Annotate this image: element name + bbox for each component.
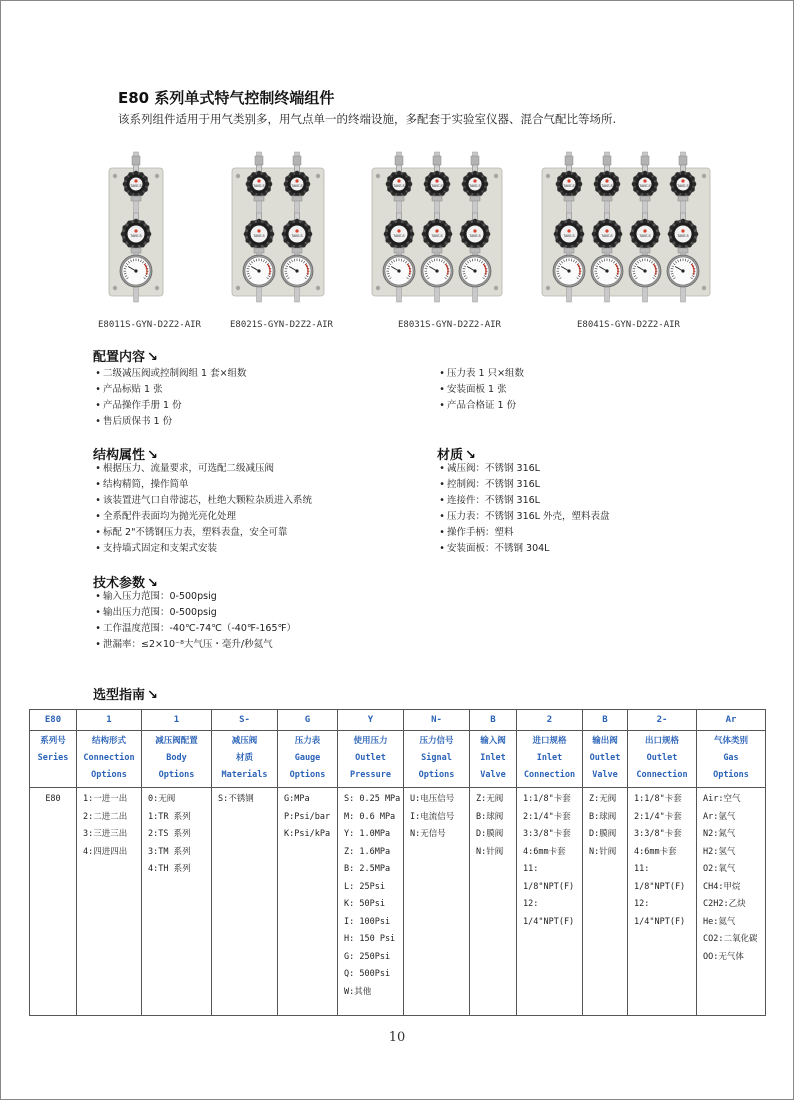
- option-line: 1/4"NPT(F): [634, 916, 686, 927]
- pressure-gauge: [629, 255, 661, 287]
- bullet-icon: •: [95, 527, 101, 538]
- screw-hole: [113, 174, 117, 178]
- config-item-text: 安装面板 1 张: [447, 384, 507, 395]
- option-line: 2:TS 系列: [148, 829, 191, 839]
- config-item-text: 压力表 1 只×组数: [447, 368, 525, 379]
- bullet-icon: •: [95, 400, 101, 411]
- product-image-1: [107, 150, 165, 308]
- option-line: 3:3/8"卡套: [523, 829, 571, 839]
- tech-item: [93, 605, 296, 621]
- bullet-icon: •: [95, 368, 101, 379]
- header-cell: [142, 731, 212, 788]
- screw-hole: [376, 286, 380, 290]
- screw-hole: [155, 286, 159, 290]
- option-line: N:针阀: [589, 846, 617, 857]
- option-line: 4:6mm卡套: [634, 846, 677, 857]
- pressure-gauge: [383, 255, 415, 287]
- header-cell: [517, 731, 583, 788]
- structure-item: [93, 541, 312, 557]
- pipe-fitting: [565, 156, 573, 165]
- header-line: Signal: [421, 753, 452, 763]
- screw-hole: [546, 174, 550, 178]
- option-line: H2:氢气: [703, 846, 736, 857]
- pressure-gauge: [421, 255, 453, 287]
- screw-hole: [494, 174, 498, 178]
- option-line: 2:1/4"卡套: [634, 811, 682, 822]
- header-line: 使用压力: [353, 736, 388, 746]
- structure-item-text: 该装置进气口自带滤芯，杜绝大颗粒杂质进入系统: [103, 495, 313, 506]
- tech-list: [93, 589, 296, 653]
- pipe-fitting: [255, 156, 263, 165]
- header-cell: [404, 731, 470, 788]
- option-line: D:膜阀: [589, 829, 617, 839]
- option-line: 1/8"NPT(F): [634, 881, 686, 892]
- screw-hole: [155, 174, 159, 178]
- option-line: G: 250Psi: [344, 951, 391, 962]
- config-item-text: 产品合格证 1 份: [447, 400, 517, 411]
- pressure-gauge: [591, 255, 623, 287]
- gauge-brand-text: TAKE-S: [563, 234, 575, 238]
- product-image-4: [540, 150, 712, 308]
- product-model-2: E8021S-GYN-D2Z2-AIR: [230, 320, 333, 330]
- option-line: 1:一进一出: [83, 794, 128, 804]
- regulator-panel-illustration: [540, 150, 712, 308]
- bullet-icon: •: [439, 495, 445, 506]
- option-line: S: 0.25 MPa: [344, 794, 401, 804]
- header-line: Options: [289, 770, 326, 780]
- config-heading: [93, 346, 158, 365]
- pressure-gauge: [120, 255, 152, 287]
- selection-guide-table: [29, 709, 766, 1016]
- option-line: 1:1/8"卡套: [634, 794, 682, 804]
- code-row: [30, 710, 766, 731]
- header-line: 输入阀: [480, 736, 506, 746]
- config-heading-text: 配置内容: [93, 350, 146, 365]
- options-cell: [470, 788, 517, 1016]
- tech-item-text: 输出压力范围：0-500psig: [103, 607, 217, 618]
- option-line: 3:TM 系列: [148, 846, 191, 857]
- config-item-text: 产品标贴 1 张: [103, 384, 163, 395]
- pipe-fitting: [679, 156, 687, 165]
- gauge-brand-text: TAKE-S: [130, 234, 142, 238]
- header-line: 出口规格: [644, 736, 679, 746]
- option-line: OO:无气体: [703, 951, 744, 962]
- pipe-fitting: [603, 156, 611, 165]
- option-line: E80: [45, 794, 61, 804]
- screw-hole: [316, 286, 320, 290]
- guide-heading-text: 选型指南: [93, 688, 146, 703]
- header-line: Gas: [723, 753, 739, 763]
- structure-item: [93, 493, 312, 509]
- code-cell: S-: [212, 710, 278, 731]
- header-row: [30, 731, 766, 788]
- bullet-icon: •: [95, 416, 101, 427]
- config-item: [437, 398, 524, 414]
- pipe-fitting: [395, 156, 403, 165]
- option-line: H: 150 Psi: [344, 934, 396, 944]
- header-line: Valve: [480, 770, 506, 780]
- header-line: Gauge: [294, 753, 321, 763]
- option-line: Y: 1.0MPa: [344, 829, 391, 839]
- gauge-brand-text: TAKE-S: [253, 184, 265, 188]
- bullet-icon: •: [95, 623, 101, 634]
- bullet-icon: •: [439, 527, 445, 538]
- header-line: Outlet: [589, 753, 621, 763]
- screw-hole: [316, 174, 320, 178]
- header-cell: [212, 731, 278, 788]
- tech-item: [93, 621, 296, 637]
- header-line: Connection: [83, 753, 135, 763]
- header-line: Series: [37, 753, 69, 763]
- option-line: Z:无阀: [476, 794, 504, 804]
- option-line: K: 50Psi: [344, 899, 385, 909]
- tech-heading-text: 技术参数: [93, 576, 146, 591]
- gauge-brand-text: TAKE-S: [677, 184, 689, 188]
- option-line: 4:6mm卡套: [523, 846, 566, 857]
- option-line: Z: 1.6MPa: [344, 846, 391, 857]
- config-item: [93, 398, 247, 414]
- material-item: [437, 525, 609, 541]
- option-line: He:氦气: [703, 916, 736, 927]
- option-line: W:其他: [344, 986, 372, 997]
- option-line: N2:氮气: [703, 829, 736, 839]
- structure-item-text: 结构精简，操作简单: [103, 479, 189, 490]
- bullet-icon: •: [439, 400, 445, 411]
- bullet-icon: •: [439, 511, 445, 522]
- code-cell: Y: [338, 710, 404, 731]
- header-cell: [278, 731, 338, 788]
- gauge-brand-text: TAKE-S: [469, 234, 481, 238]
- material-item-text: 操作手柄：塑料: [447, 527, 514, 538]
- config-item: [93, 414, 247, 430]
- option-line: I: 100Psi: [344, 916, 391, 927]
- material-item: [437, 493, 609, 509]
- header-line: Options: [418, 770, 455, 780]
- material-list: [437, 461, 609, 557]
- structure-item-text: 支持墙式固定和支架式安装: [103, 543, 218, 554]
- option-line: 12:: [523, 899, 539, 909]
- header-cell: [583, 731, 628, 788]
- header-line: 压力表: [294, 736, 321, 746]
- bullet-icon: •: [439, 463, 445, 474]
- pipe-fitting: [293, 156, 301, 165]
- header-line: 减压阀: [231, 736, 258, 746]
- header-line: 减压阀配置: [155, 736, 198, 746]
- option-line: S:不锈钢: [218, 794, 254, 804]
- code-cell: 2: [517, 710, 583, 731]
- option-line: U:电压信号: [410, 794, 455, 804]
- option-line: 4:TH 系列: [148, 864, 191, 874]
- config-item: [93, 366, 247, 382]
- pipe-fitting: [641, 156, 649, 165]
- code-cell: B: [583, 710, 628, 731]
- regulator-panel-illustration: [107, 150, 165, 308]
- gauge-brand-text: TAKE-S: [601, 234, 613, 238]
- option-line: M: 0.6 MPa: [344, 811, 396, 822]
- screw-hole: [494, 286, 498, 290]
- option-line: P:Psi/bar: [284, 811, 331, 822]
- options-cell: [517, 788, 583, 1016]
- product-model-1: E8011S-GYN-D2Z2-AIR: [98, 320, 201, 330]
- code-cell: G: [278, 710, 338, 731]
- tech-item-text: 泄漏率：≤2×10⁻⁸大气压・毫升/秒氦气: [103, 639, 273, 650]
- option-line: Air:空气: [703, 794, 741, 804]
- material-item: [437, 477, 609, 493]
- header-cell: [30, 731, 77, 788]
- code-cell: B: [470, 710, 517, 731]
- gauge-brand-text: TAKE-S: [291, 184, 303, 188]
- gauge-brand-text: TAKE-S: [130, 184, 142, 188]
- config-item: [437, 366, 524, 382]
- header-line: Connection: [636, 770, 688, 780]
- option-line: CO2:二氧化碳: [703, 934, 758, 944]
- structure-item: [93, 509, 312, 525]
- product-image-3: [370, 150, 504, 308]
- header-line: Connection: [523, 770, 576, 780]
- arrow-icon: ↘: [465, 448, 476, 463]
- bullet-icon: •: [95, 591, 101, 602]
- option-line: O2:氧气: [703, 864, 736, 874]
- gauge-brand-text: TAKE-S: [291, 234, 303, 238]
- option-line: I:电流信号: [410, 811, 455, 822]
- config-item-text: 产品操作手册 1 份: [103, 400, 182, 411]
- option-line: 2:二进二出: [83, 811, 128, 822]
- gauge-brand-text: TAKE-S: [601, 184, 613, 188]
- header-cell: [338, 731, 404, 788]
- header-line: Options: [91, 770, 127, 780]
- config-list-right: [437, 366, 524, 414]
- options-cell: [30, 788, 77, 1016]
- tech-item: [93, 589, 296, 605]
- header-line: 系列号: [40, 736, 66, 746]
- header-cell: [697, 731, 766, 788]
- gauge-brand-text: TAKE-S: [431, 184, 443, 188]
- option-line: 0:无阀: [148, 794, 176, 804]
- option-line: 11:: [634, 864, 650, 874]
- header-line: Inlet: [480, 753, 506, 763]
- option-line: 11:: [523, 864, 539, 874]
- config-list-left: [93, 366, 247, 430]
- option-line: B:球阀: [589, 811, 617, 822]
- options-cell: [583, 788, 628, 1016]
- code-cell: 1: [77, 710, 142, 731]
- structure-item-text: 全系配件表面均为抛光亮化处理: [103, 511, 237, 522]
- pipe-fitting: [471, 156, 479, 165]
- pressure-gauge: [459, 255, 491, 287]
- option-line: 12:: [634, 899, 650, 909]
- guide-heading: [93, 684, 158, 703]
- tech-item: [93, 637, 296, 653]
- header-line: 结构形式: [91, 736, 126, 746]
- gauge-brand-text: TAKE-S: [677, 234, 689, 238]
- header-line: Outlet: [355, 753, 386, 763]
- options-cell: [697, 788, 766, 1016]
- screw-hole: [702, 174, 706, 178]
- tech-item-text: 输入压力范围：0-500psig: [103, 591, 217, 602]
- material-item-text: 控制阀：不锈钢 316L: [447, 479, 540, 490]
- regulator-panel-illustration: [230, 150, 326, 308]
- bullet-icon: •: [95, 463, 101, 474]
- options-cell: [338, 788, 404, 1016]
- option-line: 1:1/8"卡套: [523, 794, 571, 804]
- structure-item-text: 根据压力、流量要求，可选配二级减压阀: [103, 463, 275, 474]
- bullet-icon: •: [439, 543, 445, 554]
- header-line: Materials: [221, 770, 268, 780]
- option-line: 4:四进四出: [83, 846, 128, 857]
- options-cell: [142, 788, 212, 1016]
- gauge-brand-text: TAKE-S: [431, 234, 443, 238]
- config-item: [93, 382, 247, 398]
- option-line: 3:三进三出: [83, 829, 128, 839]
- material-item: [437, 509, 609, 525]
- option-line: CH4:甲烷: [703, 881, 741, 892]
- options-cell: [404, 788, 470, 1016]
- header-line: Options: [713, 770, 749, 780]
- options-row: [30, 788, 766, 1016]
- header-line: 压力信号: [419, 736, 454, 746]
- gauge-brand-text: TAKE-S: [393, 184, 405, 188]
- material-item-text: 安装面板：不锈钢 304L: [447, 543, 550, 554]
- option-line: 1/4"NPT(F): [523, 916, 575, 927]
- material-item: [437, 541, 609, 557]
- header-line: 输出阀: [592, 736, 618, 746]
- bullet-icon: •: [95, 495, 101, 506]
- bullet-icon: •: [439, 384, 445, 395]
- options-cell: [212, 788, 278, 1016]
- pressure-gauge: [243, 255, 275, 287]
- structure-item: [93, 477, 312, 493]
- code-cell: Ar: [697, 710, 766, 731]
- bullet-icon: •: [95, 511, 101, 522]
- arrow-icon: ↘: [147, 688, 158, 703]
- screw-hole: [113, 286, 117, 290]
- gauge-brand-text: TAKE-S: [253, 234, 265, 238]
- structure-item: [93, 461, 312, 477]
- material-item-text: 减压阀：不锈钢 316L: [447, 463, 540, 474]
- bullet-icon: •: [95, 607, 101, 618]
- pressure-gauge: [281, 255, 313, 287]
- page-number: 10: [388, 1030, 406, 1045]
- option-line: B: 2.5MPa: [344, 864, 391, 874]
- gauge-brand-text: TAKE-S: [639, 184, 651, 188]
- header-line: Valve: [592, 770, 618, 780]
- bullet-icon: •: [95, 639, 101, 650]
- option-line: N:无信号: [410, 829, 446, 839]
- header-line: Outlet: [646, 753, 678, 763]
- bullet-icon: •: [439, 479, 445, 490]
- header-line: Body: [166, 753, 187, 763]
- option-line: K:Psi/kPa: [284, 829, 331, 839]
- option-line: L: 25Psi: [344, 881, 385, 892]
- material-heading-text: 材质: [437, 448, 464, 463]
- bullet-icon: •: [439, 368, 445, 379]
- header-line: Pressure: [350, 770, 391, 780]
- screw-hole: [236, 174, 240, 178]
- structure-item: [93, 525, 312, 541]
- intro-text: 该系列组件适用于用气类别多，用气点单一的终端设施，多配套于实验室仪器、混合气配比等场所.: [118, 112, 617, 126]
- pipe-fitting: [132, 156, 140, 165]
- product-image-2: [230, 150, 326, 308]
- gauge-brand-text: TAKE-S: [639, 234, 651, 238]
- bullet-icon: •: [95, 384, 101, 395]
- pressure-gauge: [667, 255, 699, 287]
- header-line: Inlet: [536, 753, 563, 763]
- structure-heading-text: 结构属性: [93, 448, 146, 463]
- header-line: Options: [158, 770, 195, 780]
- material-item: [437, 461, 609, 477]
- arrow-icon: ↘: [147, 448, 158, 463]
- product-model-4: E8041S-GYN-D2Z2-AIR: [577, 320, 680, 330]
- option-line: B:球阀: [476, 811, 504, 822]
- header-line: 材质: [235, 753, 253, 763]
- material-item-text: 连接件：不锈钢 316L: [447, 495, 540, 506]
- screw-hole: [546, 286, 550, 290]
- header-cell: [470, 731, 517, 788]
- pressure-gauge: [553, 255, 585, 287]
- header-cell: [77, 731, 142, 788]
- option-line: G:MPa: [284, 794, 310, 804]
- options-cell: [77, 788, 142, 1016]
- config-item-text: 二级减压阀或控制阀组 1 套×组数: [103, 368, 247, 379]
- header-cell: [628, 731, 697, 788]
- screw-hole: [376, 174, 380, 178]
- option-line: C2H2:乙炔: [703, 899, 746, 909]
- tech-item-text: 工作温度范围：-40℃-74℃（-40℉-165℉）: [103, 623, 297, 634]
- code-cell: E80: [30, 710, 77, 731]
- product-model-3: E8031S-GYN-D2Z2-AIR: [398, 320, 501, 330]
- code-cell: 1: [142, 710, 212, 731]
- page-title: E80 系列单式特气控制终端组件: [118, 89, 335, 107]
- option-line: 1:TR 系列: [148, 811, 191, 822]
- material-item-text: 压力表：不锈钢 316L 外壳，塑料表盘: [447, 511, 610, 522]
- config-item-text: 售后质保书 1 份: [103, 416, 173, 427]
- code-cell: 2-: [628, 710, 697, 731]
- screw-hole: [702, 286, 706, 290]
- option-line: 2:1/4"卡套: [523, 811, 571, 822]
- structure-list: [93, 461, 312, 557]
- options-cell: [628, 788, 697, 1016]
- arrow-icon: ↘: [147, 350, 158, 365]
- header-line: 进口规格: [532, 736, 567, 746]
- arrow-icon: ↘: [147, 576, 158, 591]
- regulator-panel-illustration: [370, 150, 504, 308]
- option-line: 1/8"NPT(F): [523, 881, 575, 892]
- option-line: Q: 500Psi: [344, 969, 391, 979]
- config-item: [437, 382, 524, 398]
- gauge-brand-text: TAKE-S: [469, 184, 481, 188]
- option-line: Z:无阀: [589, 794, 617, 804]
- bullet-icon: •: [95, 479, 101, 490]
- header-line: 气体类别: [713, 736, 748, 746]
- code-cell: N-: [404, 710, 470, 731]
- gauge-brand-text: TAKE-S: [393, 234, 405, 238]
- pipe-fitting: [433, 156, 441, 165]
- option-line: N:针阀: [476, 846, 504, 857]
- screw-hole: [236, 286, 240, 290]
- bullet-icon: •: [95, 543, 101, 554]
- option-line: D:膜阀: [476, 829, 504, 839]
- structure-item-text: 标配 2"不锈钢压力表，塑料表盘，安全可靠: [103, 527, 288, 538]
- options-cell: [278, 788, 338, 1016]
- option-line: Ar:氩气: [703, 811, 736, 822]
- gauge-brand-text: TAKE-S: [563, 184, 575, 188]
- option-line: 3:3/8"卡套: [634, 829, 682, 839]
